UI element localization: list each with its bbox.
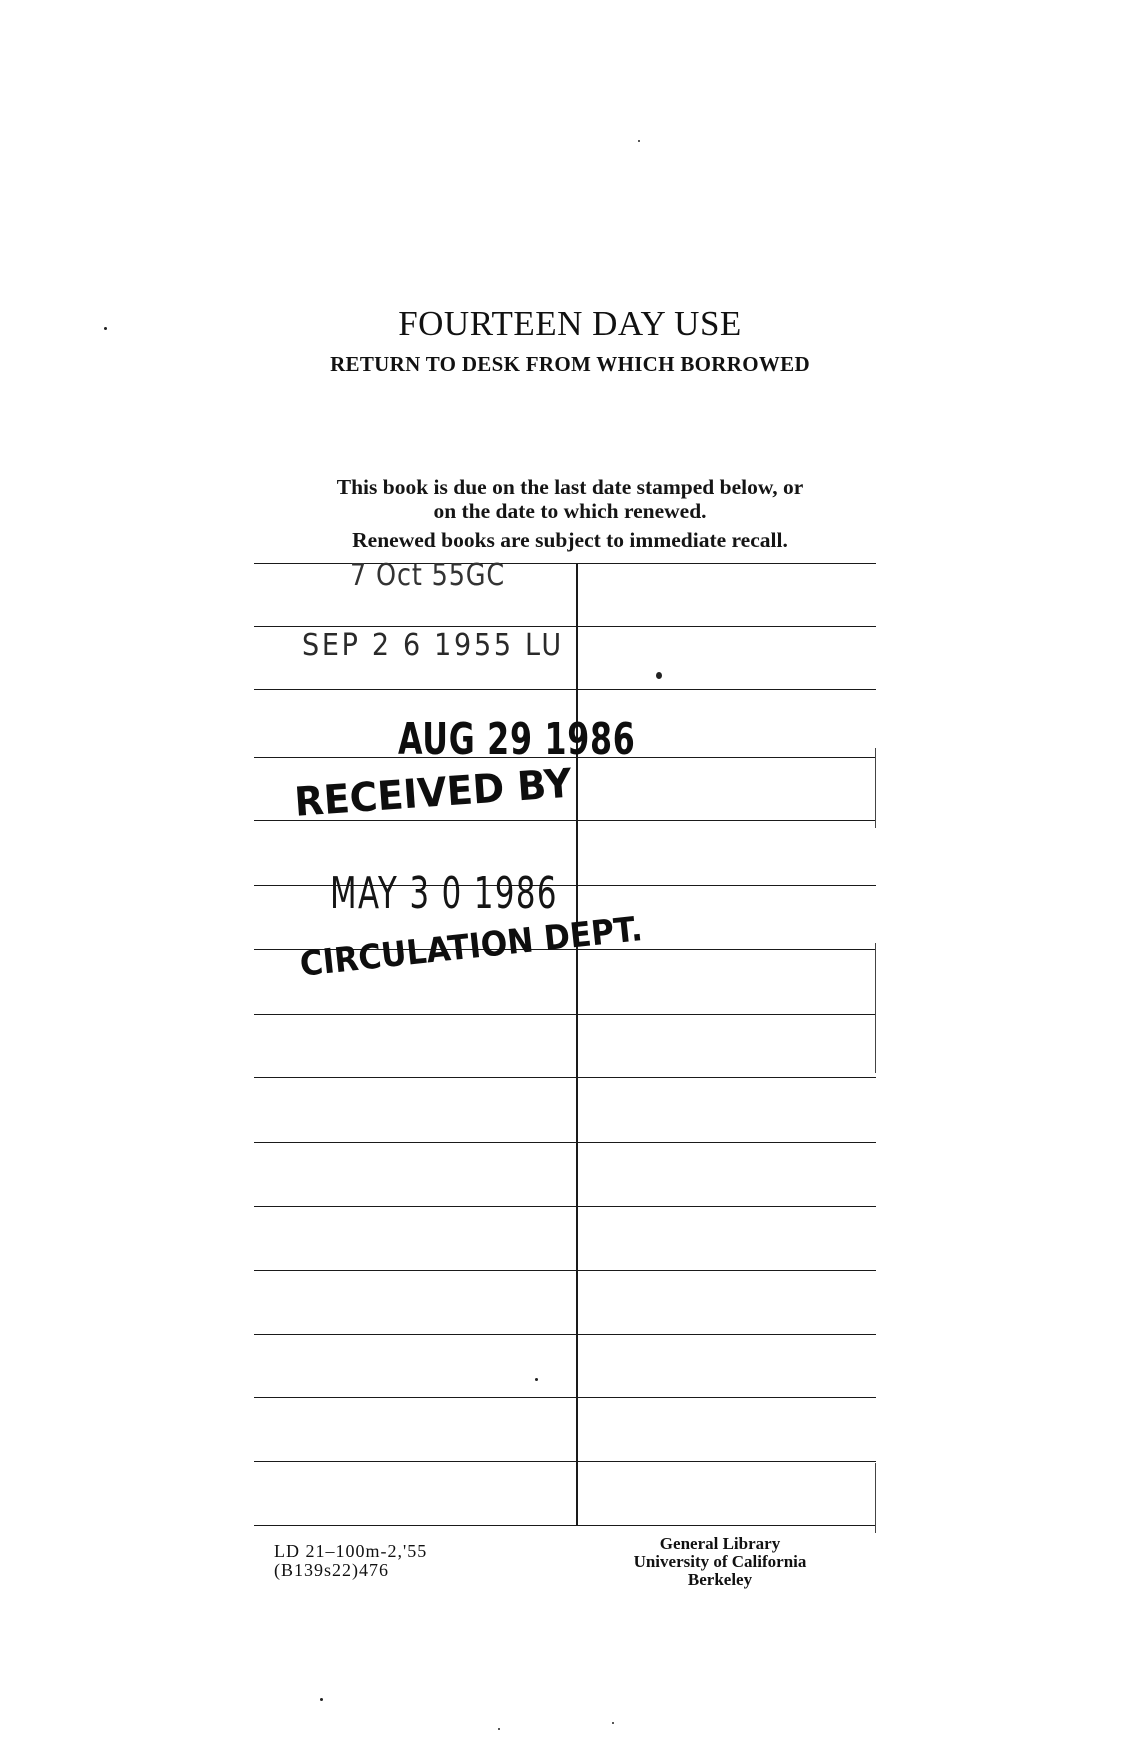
grid-rule xyxy=(254,1142,876,1143)
date-stamp: 7 Oct 55GC xyxy=(350,558,506,593)
grid-rule xyxy=(254,1461,876,1462)
right-edge-mark xyxy=(875,943,876,1073)
library-university: University of California xyxy=(633,1552,807,1571)
library-imprint xyxy=(600,1535,840,1589)
ink-speck xyxy=(104,327,107,330)
right-edge-mark xyxy=(875,1463,876,1533)
grid-rule xyxy=(254,689,876,690)
circulation-dept-stamp: CIRCULATION DEPT. xyxy=(298,909,645,985)
grid-rule xyxy=(254,1270,876,1271)
grid-rule xyxy=(254,1077,876,1078)
column-divider xyxy=(576,563,578,1525)
card-subtitle: RETURN TO DESK FROM WHICH BORROWED xyxy=(330,352,810,376)
received-by-stamp: RECEIVED BY xyxy=(293,760,574,826)
ink-speck xyxy=(498,1728,500,1730)
grid-rule xyxy=(254,1525,876,1526)
form-code-block xyxy=(274,1542,427,1580)
grid-rule xyxy=(254,1206,876,1207)
grid-rule xyxy=(254,563,876,564)
right-edge-mark xyxy=(875,748,876,828)
form-code: LD 21–100m-2,'55 xyxy=(274,1541,428,1561)
date-stamp: MAY 3 0 1986 xyxy=(330,868,558,919)
due-notice-line-3: Renewed books are subject to immediate recall. xyxy=(352,528,788,552)
ink-speck xyxy=(535,1378,538,1381)
date-stamp: SEP 2 6 1955 LU xyxy=(302,628,564,663)
due-notice-line-1: This book is due on the last date stamped below, or xyxy=(336,475,804,499)
grid-rule xyxy=(254,626,876,627)
grid-rule xyxy=(254,1397,876,1398)
date-stamp: AUG 29 1986 xyxy=(398,714,636,765)
stamp-grid xyxy=(254,563,876,1526)
grid-rule xyxy=(254,1014,876,1015)
due-notice-line-2: on the date to which renewed. xyxy=(433,499,707,523)
library-city: Berkeley xyxy=(687,1570,753,1589)
library-name: General Library xyxy=(659,1534,781,1553)
form-number: (B139s22)476 xyxy=(274,1560,389,1580)
ink-speck xyxy=(320,1698,323,1701)
grid-rule xyxy=(254,1334,876,1335)
ink-speck xyxy=(612,1722,614,1724)
ink-speck xyxy=(638,140,640,142)
card-title: FOURTEEN DAY USE xyxy=(398,304,742,343)
ink-speck xyxy=(656,672,662,679)
